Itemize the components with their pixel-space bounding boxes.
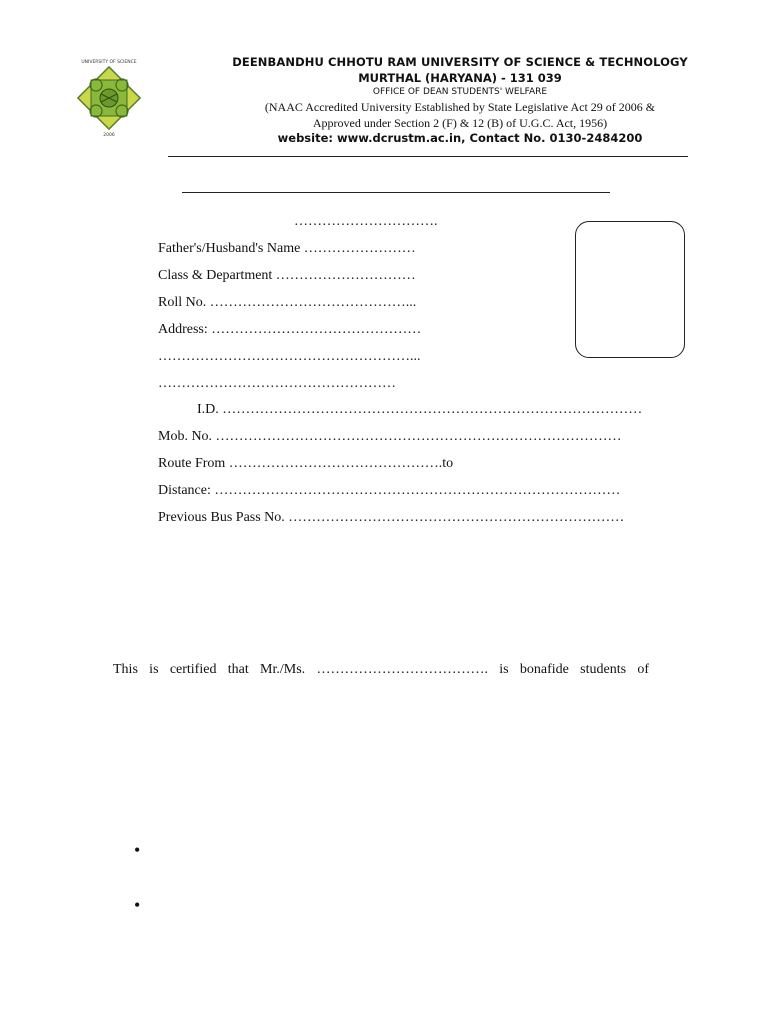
header-divider bbox=[168, 156, 688, 157]
roll-no-field: Roll No. ……………………………………... bbox=[158, 295, 417, 310]
logo-year: 2006 bbox=[103, 133, 115, 138]
name-field: …………………………. bbox=[294, 214, 438, 229]
university-location: MURTHAL (HARYANA) - 131 039 bbox=[358, 71, 562, 85]
certificate-text: This is certified that Mr./Ms. ………………………………. is bonafide students of bbox=[113, 662, 649, 677]
distance-field: Distance: …………………………………………………………………………… bbox=[158, 483, 621, 498]
class-department-field: Class & Department ………………………… bbox=[158, 268, 416, 283]
mobile-no-field: Mob. No. …………………………………………………………………………… bbox=[158, 429, 622, 444]
route-from-field: Route From ……………………………………….to bbox=[158, 456, 454, 471]
bullet-point: • bbox=[134, 895, 141, 915]
address-line-2: ………………………………………………... bbox=[158, 349, 421, 364]
university-name: DEENBANDHU CHHOTU RAM UNIVERSITY OF SCIENCE & TECHNOLOGY bbox=[232, 55, 688, 69]
title-underline bbox=[182, 192, 610, 193]
previous-bus-pass-field: Previous Bus Pass No. ……………………………………………………………… bbox=[158, 510, 625, 525]
address-field: Address: ……………………………………… bbox=[158, 322, 422, 337]
id-field: I.D. ……………………………………………………………………………… bbox=[197, 402, 643, 417]
accreditation-line-1: (NAAC Accredited University Established by State Legislative Act 29 of 2006 & bbox=[264, 100, 656, 114]
logo-ring-text: UNIVERSITY OF SCIENCE bbox=[81, 60, 137, 65]
university-logo bbox=[68, 58, 150, 140]
photo-box bbox=[575, 221, 685, 358]
address-line-3: …………………………………………… bbox=[158, 376, 396, 391]
father-husband-name-field: Father's/Husband's Name …………………… bbox=[158, 241, 416, 256]
office-name: OFFICE OF DEAN STUDENTS' WELFARE bbox=[372, 87, 548, 97]
accreditation-line-2: Approved under Section 2 (F) & 12 (B) of U.G.C. Act, 1956) bbox=[312, 116, 608, 130]
contact-info: website: www.dcrustm.ac.in, Contact No. 0130-2484200 bbox=[277, 131, 643, 145]
bullet-point: • bbox=[134, 840, 141, 860]
